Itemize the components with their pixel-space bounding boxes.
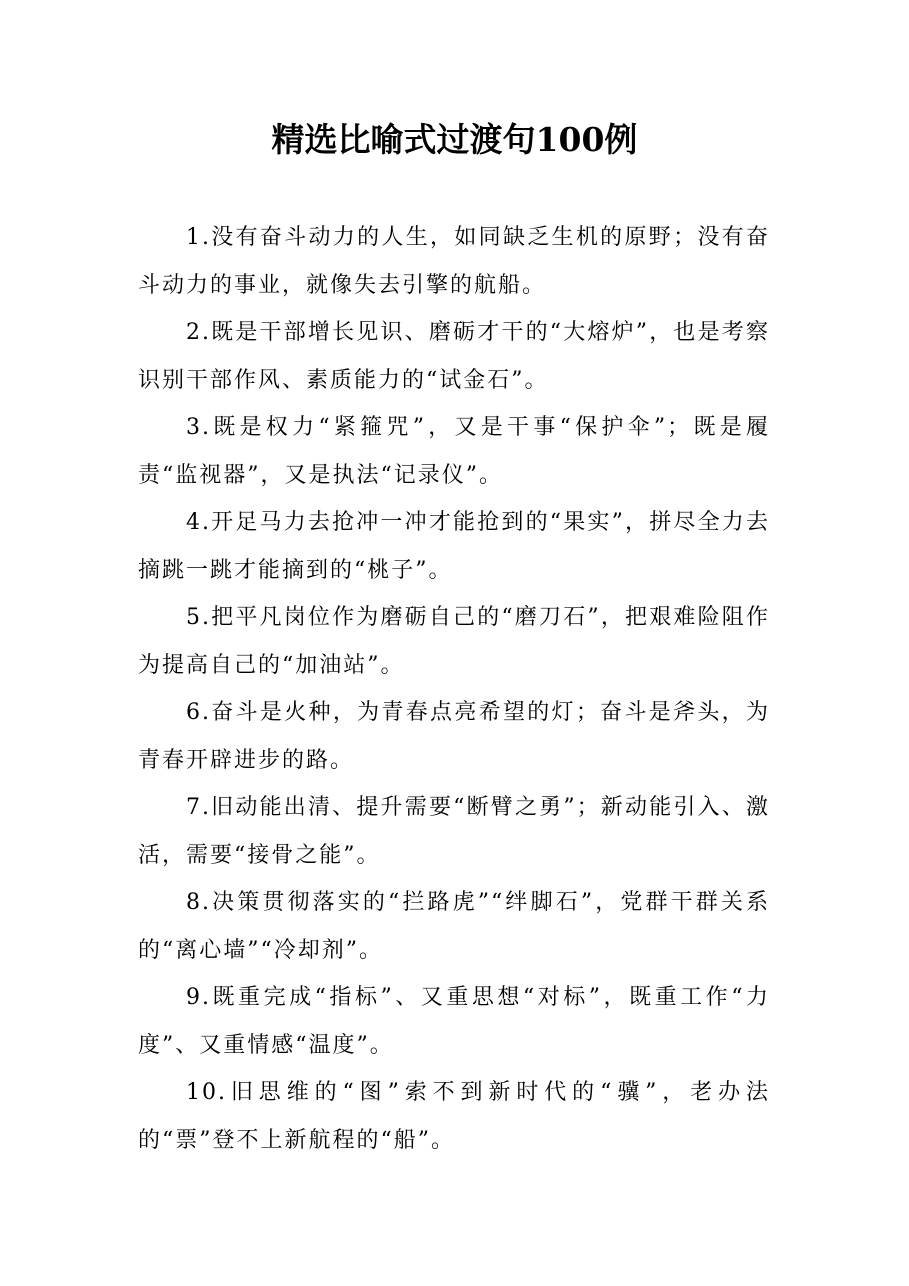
document-body (138, 214, 770, 1164)
paragraph-2: 2.既是干部增长见识、磨砺才干的“大熔炉”，也是考察识别干部作风、素质能力的“试金石”。 (138, 320, 770, 393)
paragraph-10: 10.旧思维的“图”索不到新时代的“骥”，老办法的“票”登不上新航程的“船”。 (138, 1080, 770, 1153)
paragraph-1: 1.没有奋斗动力的人生，如同缺乏生机的原野；没有奋斗动力的事业，就像失去引擎的航船。 (138, 225, 770, 298)
paragraph-5: 5.把平凡岗位作为磨砺自己的“磨刀石”，把艰难险阻作为提高自己的“加油站”。 (138, 605, 770, 678)
paragraph-3: 3.既是权力“紧箍咒”，又是干事“保护伞”；既是履责“监视器”，又是执法“记录仪”。 (138, 415, 770, 488)
paragraph-6: 6.奋斗是火种，为青春点亮希望的灯；奋斗是斧头，为青春开辟进步的路。 (138, 700, 770, 773)
paragraph-7: 7.旧动能出清、提升需要“断臂之勇”；新动能引入、激活，需要“接骨之能”。 (138, 795, 770, 868)
page-title: 精选比喻式过渡句100例 (271, 120, 638, 159)
paragraph-4: 4.开足马力去抢冲一冲才能抢到的“果实”，拼尽全力去摘跳一跳才能摘到的“桃子”。 (138, 510, 770, 583)
paragraph-8: 8.决策贯彻落实的“拦路虎”“绊脚石”，党群干群关系的“离心墙”“冷却剂”。 (138, 890, 770, 963)
paragraph-9: 9.既重完成“指标”、又重思想“对标”，既重工作“力度”、又重情感“温度”。 (138, 985, 770, 1058)
